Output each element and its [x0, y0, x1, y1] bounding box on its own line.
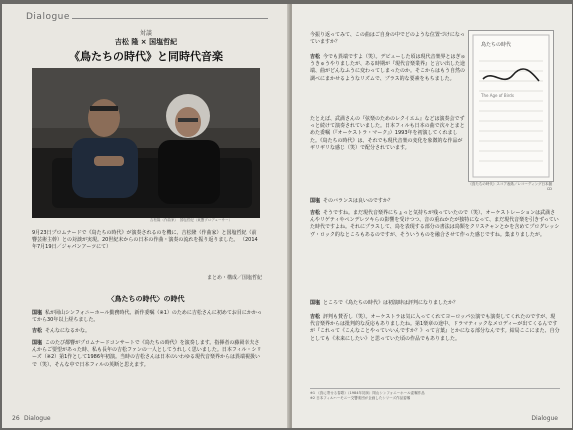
- right-paragraph-2: [310, 54, 466, 83]
- intro-text: [32, 230, 260, 251]
- headline: 《鳥たちの時代》と同時代音楽: [69, 50, 223, 63]
- score-cover-image: [468, 30, 554, 182]
- photo-caption: 吉松隆（作曲家） 国塩哲紀（東響プロデューサー）: [150, 218, 233, 222]
- footnote: ※2 日本フィルハーモニー交響楽団が企画したシリーズ作品委嘱: [310, 396, 411, 400]
- right-paragraph-6: [310, 300, 560, 307]
- speaker: 国塩: [310, 198, 321, 204]
- paragraph-text: 評判も賛否し（笑）。オーケストラは気に入ってくれてヨーロッパ公演でも演奏してくれたのですが、現代音楽界からは批判的な反応もありましたね。第1楽章の途中、ドラマティックなメロディーが出てくるんですが『これって《こんなことやっていいんですか？》って言葉』とかになる部分なんです。結局ここにまた、自分としても《未来にしたい》と思っていた頃の作品でもありました。: [310, 314, 560, 342]
- photo-illustration: [32, 68, 260, 218]
- right-paragraph-7: [310, 314, 560, 343]
- authors: 吉松 隆 × 国塩哲紀: [114, 38, 178, 46]
- footnote: ※1 《鳥に寄せる春歌》（1984年初演）岡山シンフォニーホール委嘱作品: [310, 391, 425, 395]
- speaker: 国塩: [310, 300, 321, 306]
- paragraph-text: 今でも異端ですよ（笑）。デビューした頃は現代音楽界とはぎゅうきゅうやりましたが、ある時期が『現代音楽業界』と言い出した途端、曲がどんなふうに変わってしまったのか。そこからはもう自然の調べにまかせるようなリズムで、ブラス的な要素をもちました。: [310, 54, 466, 82]
- folio-label-right: Dialogue: [531, 415, 558, 422]
- score-title: 鳥たちの時代: [481, 42, 512, 48]
- speaker: 吉松: [310, 314, 321, 320]
- folio-label: Dialogue: [24, 415, 51, 422]
- speaker: 国塩: [32, 340, 43, 346]
- right-paragraph-5: [310, 210, 560, 239]
- speaker: 吉松: [310, 54, 321, 60]
- paragraph-text: そうですね。まだ現代音楽界にちょっと気持ちが残っていたので（笑）、オーケストレーションは武満さんやリゲティやペンデレツキらの影響を受けつつ、音の重ねかたが独特になって、まだ現代音楽を引きずっていた時代ですよね。それにプラスして、鳥を表現する部分の書法は鳥類をクリスチャンとかを含めてプログレッシヴ・ロック的なところもあるのですが、そういうものを融合させて作った感じですね。集まりましたが。: [310, 210, 560, 238]
- kicker: 対談: [139, 30, 152, 37]
- left-page: [2, 4, 290, 428]
- right-paragraph-1: 今振り返ってみて、この曲はご自身の中でどのような位置づけになっていますか？: [310, 32, 465, 46]
- paragraph-text: このたび都響がプロムナードコンサートで《鳥たちの時代》を演奏します。指揮者の藤岡幸夫さんからご要望があった時、私も長年の吉松ファンの一人としてうれしく思いました。日本フィル・シリーズ（※2）第1作として1986年初演。当時の吉松さんは日本のいわゆる現代音楽界からは異端視扱いで（笑）、そんな中で日本フィルの英断と思えます。: [32, 340, 262, 368]
- score-subtitle: The Age of Birds: [481, 93, 514, 98]
- right-paragraph-4: [310, 198, 560, 205]
- date-note: （2014年7月19日／ジャパンアーツにて）: [32, 237, 258, 250]
- credit: まとめ・構成／国塩哲紀: [206, 275, 262, 281]
- speaker: 国塩: [32, 310, 43, 316]
- section-rule: [72, 18, 268, 19]
- right-page: [292, 4, 572, 428]
- speaker: 吉松: [32, 328, 43, 334]
- score-caption: 《鳥たちの時代》スコア表紙／レコーディング日本盤CD: [468, 182, 552, 191]
- paragraph-3: [32, 340, 264, 369]
- dialogue-photo: [32, 68, 260, 218]
- page-number: 26: [12, 415, 20, 422]
- score-illustration: [469, 31, 553, 181]
- intro-paragraph: 9月23日プロムナードで《鳥たちの時代》が演奏されるのを機に、吉松隆（作曲家）と国塩哲紀（前響芸術主幹）との対談が実現。20世紀末からの日本の作曲・演奏の流れを振り返りました。: [32, 230, 257, 243]
- paragraph-text: ところで《鳥たちの時代》は初演時は評判になりましたか？: [323, 300, 458, 306]
- section-label: Dialogue: [26, 12, 70, 22]
- subhead: 〈鳥たちの時代〉の時代: [107, 295, 185, 303]
- speaker: 吉松: [310, 210, 321, 216]
- paragraph-2: [32, 328, 264, 335]
- right-paragraph-3: たとえば、武満さんの『弦楽のためのレクイエム』などは演奏会でずっと続けて演奏されていました。日本フィルも日本の曲で次々とまとめた委嘱（『オーケストラ・マーク』）1993年を初演してくれました。《鳥たちの時代》は、それでも現代音楽の変化を象徴的な作品がギリギリな感じ（笑）で配分されています。: [310, 116, 465, 151]
- paragraph-1: [32, 310, 264, 324]
- paragraph-text: そんなになるかな。: [45, 328, 91, 334]
- paragraph-text: そのバランスは良いのですか？: [323, 198, 393, 204]
- paragraph-text: 私が岡山シンフォニーホール勤務時代、新作委嘱（※1）のために吉松さんに初めてお目にかかってから30年以上経ちました。: [32, 310, 262, 324]
- footnotes: [310, 388, 560, 401]
